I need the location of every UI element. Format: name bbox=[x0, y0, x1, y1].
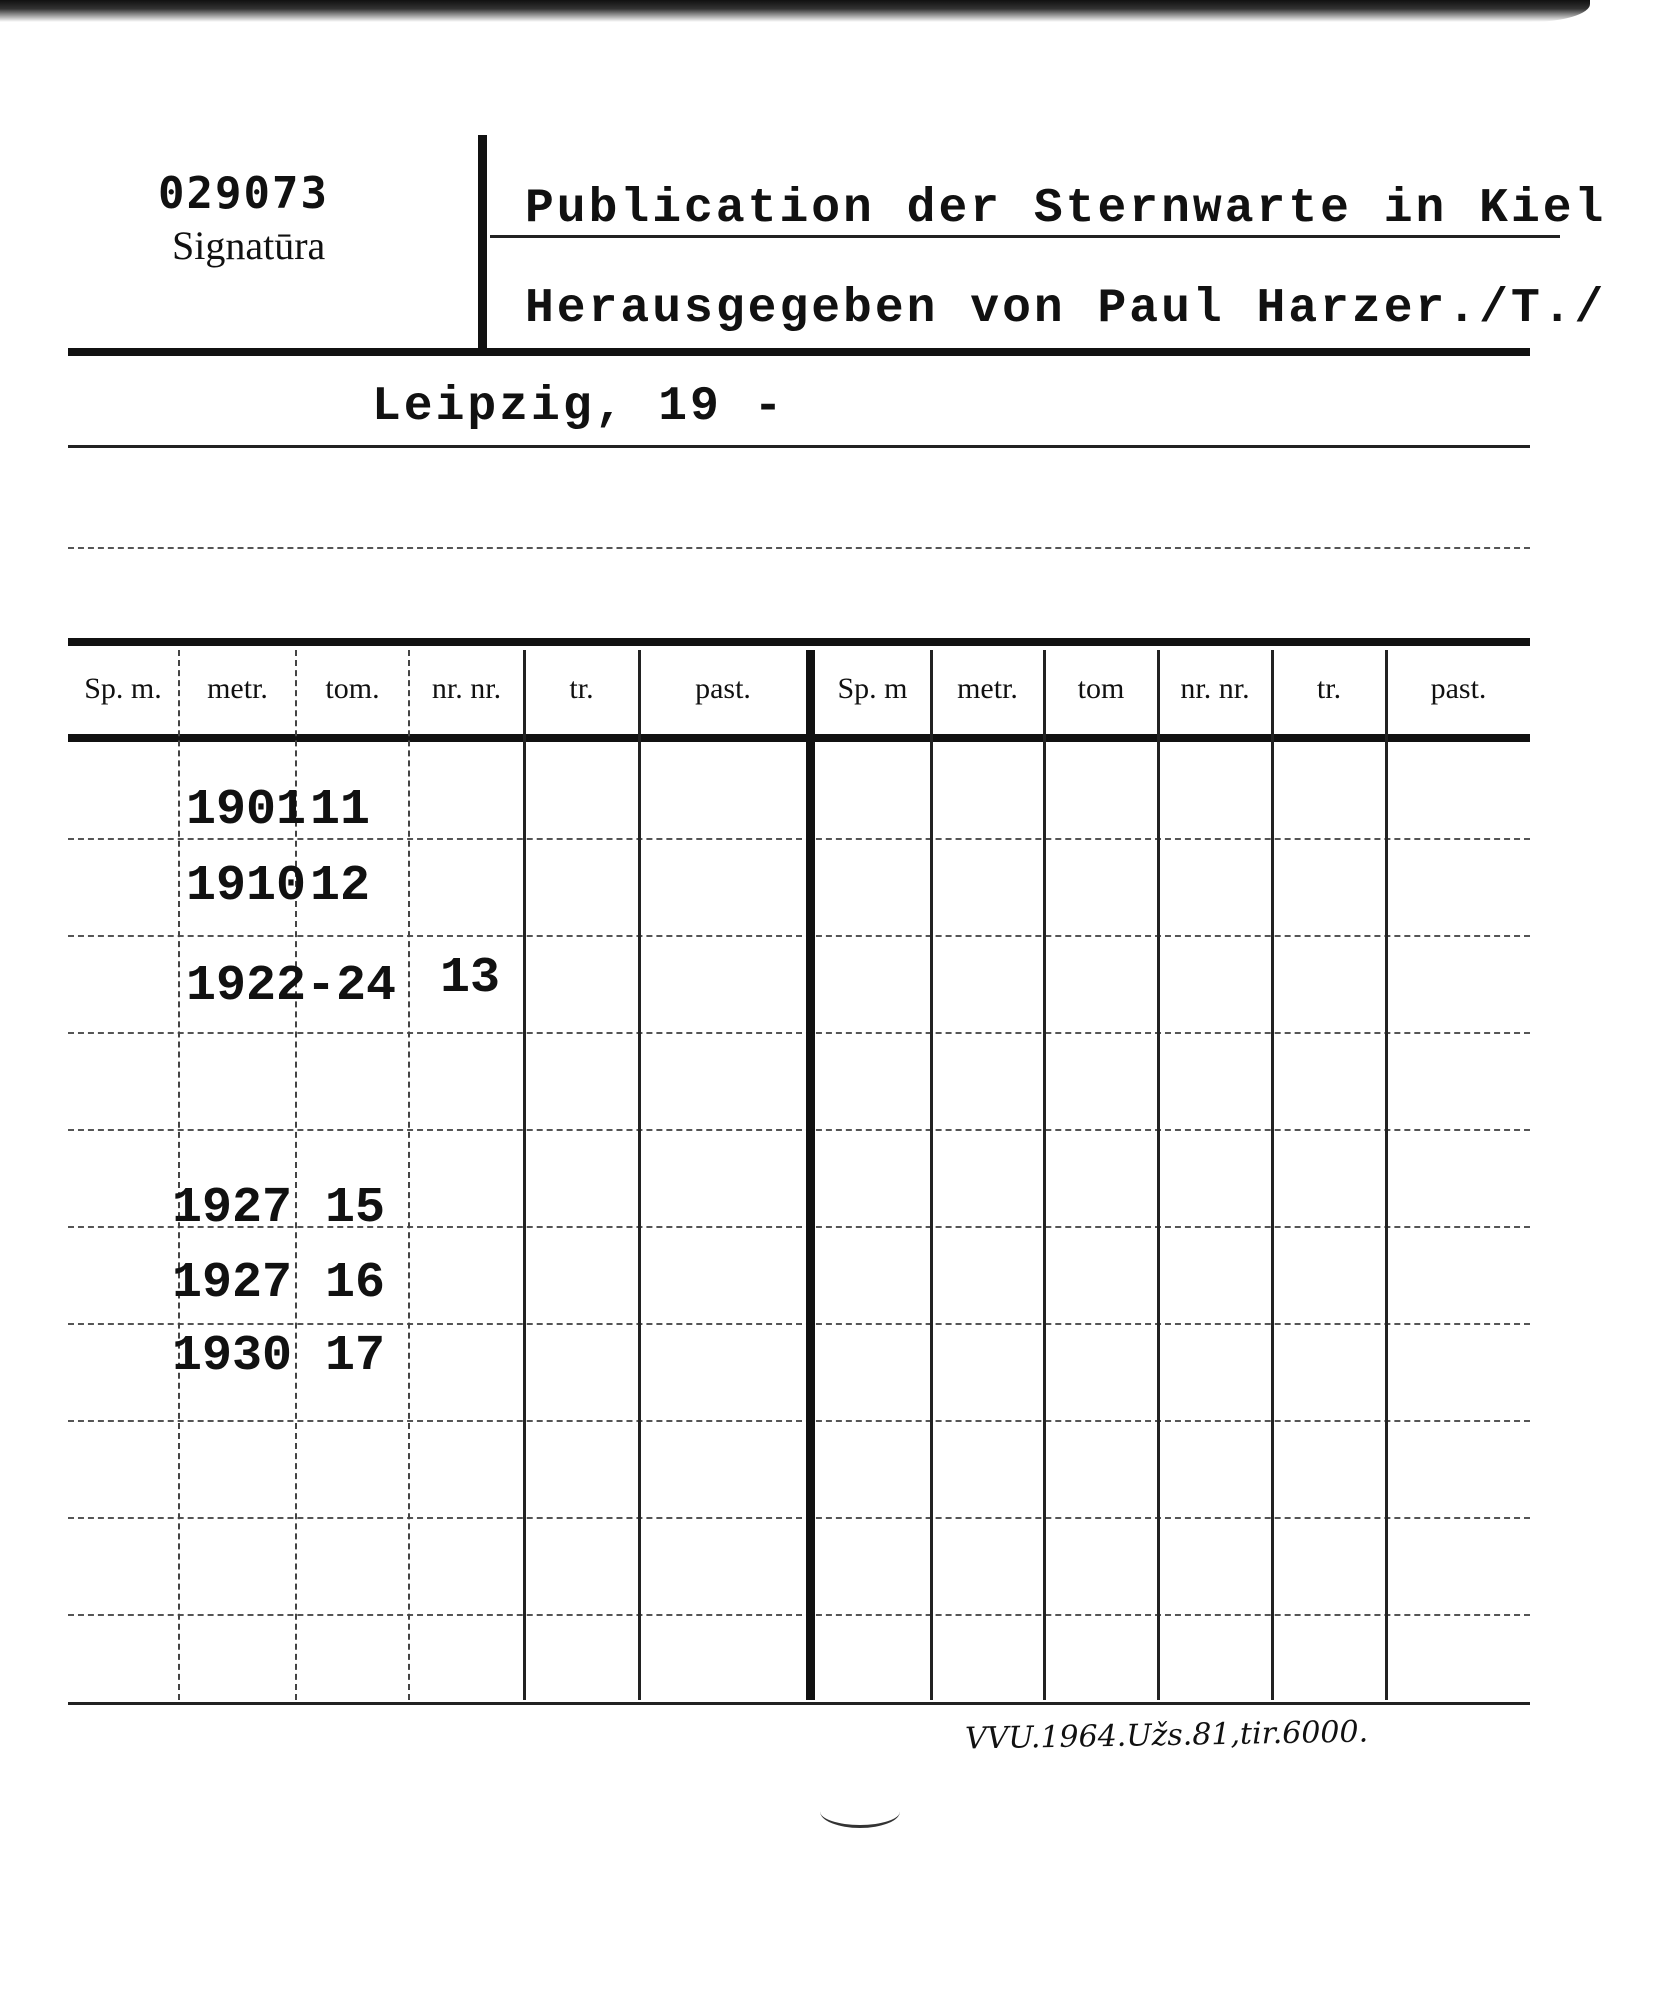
row-rule bbox=[68, 1614, 1530, 1616]
title-underline bbox=[490, 235, 1560, 238]
signatura-number: 029073 bbox=[158, 168, 329, 219]
header-rule bbox=[68, 348, 1530, 356]
row-rule bbox=[68, 935, 1530, 937]
entry-tom: 15 bbox=[325, 1180, 386, 1237]
entry-metr: 1927 bbox=[172, 1180, 293, 1237]
col-header-tr: tr. bbox=[569, 672, 594, 705]
col-header-past: past. bbox=[695, 672, 751, 705]
col-line bbox=[930, 650, 933, 1700]
col-header-metr-2: metr. bbox=[957, 672, 1018, 705]
row-rule bbox=[68, 1517, 1530, 1519]
col-line bbox=[1385, 650, 1388, 1700]
table-top-rule bbox=[68, 638, 1530, 646]
entry-metr: 1927 bbox=[172, 1255, 293, 1312]
col-line bbox=[1157, 650, 1160, 1700]
entry-metr: 1910 bbox=[186, 858, 307, 915]
signatura-label: Signatūra bbox=[172, 223, 326, 268]
entry-metr: 1901 bbox=[186, 782, 307, 839]
col-line bbox=[408, 650, 410, 1700]
editor-line: Herausgegeben von Paul Harzer./T./ bbox=[525, 282, 1607, 336]
entry-tom: 11 bbox=[310, 782, 371, 839]
col-header-tom: tom. bbox=[325, 672, 380, 705]
row-rule bbox=[68, 1032, 1530, 1034]
row-rule bbox=[68, 1129, 1530, 1131]
table-header-rule bbox=[68, 734, 1530, 742]
row-rule bbox=[68, 1420, 1530, 1422]
col-header-tom-2: tom bbox=[1077, 672, 1125, 705]
rule-2 bbox=[68, 547, 1530, 549]
table-bottom-rule bbox=[68, 1702, 1530, 1705]
col-line bbox=[1043, 650, 1046, 1700]
col-line bbox=[638, 650, 641, 1700]
col-line bbox=[523, 650, 526, 1700]
entry-tom: 16 bbox=[325, 1255, 386, 1312]
rule-1 bbox=[68, 445, 1530, 448]
col-header-nr-nr-2: nr. nr. bbox=[1180, 672, 1250, 705]
entry-metr: 1930 bbox=[172, 1328, 293, 1385]
entry-nr: 13 bbox=[440, 950, 501, 1007]
scan-edge-shadow bbox=[0, 0, 1590, 22]
col-line bbox=[1271, 650, 1274, 1700]
entry-metr: 1922-24 bbox=[186, 958, 397, 1015]
col-header-nr-nr: nr. nr. bbox=[431, 672, 502, 705]
table-center-divider bbox=[806, 650, 815, 1700]
col-header-sp-m-2: Sp. m bbox=[837, 672, 908, 705]
entry-tom: 17 bbox=[325, 1328, 386, 1385]
col-header-past-2: past. bbox=[1430, 672, 1487, 705]
entry-tom: 12 bbox=[310, 858, 371, 915]
row-rule bbox=[68, 1323, 1530, 1325]
header-divider bbox=[478, 135, 487, 350]
col-header-tr-2: tr. bbox=[1316, 672, 1342, 705]
pencil-mark bbox=[820, 1795, 900, 1828]
col-header-sp-m: Sp. m. bbox=[84, 672, 162, 705]
title-line: Publication der Sternwarte in Kiel bbox=[525, 182, 1607, 236]
place-line: Leipzig, 19 - bbox=[372, 380, 786, 434]
printer-note: VVU.1964.Užs.81,tir.6000. bbox=[964, 1714, 1369, 1757]
col-header-metr: metr. bbox=[207, 672, 268, 705]
col-line bbox=[178, 650, 180, 1700]
